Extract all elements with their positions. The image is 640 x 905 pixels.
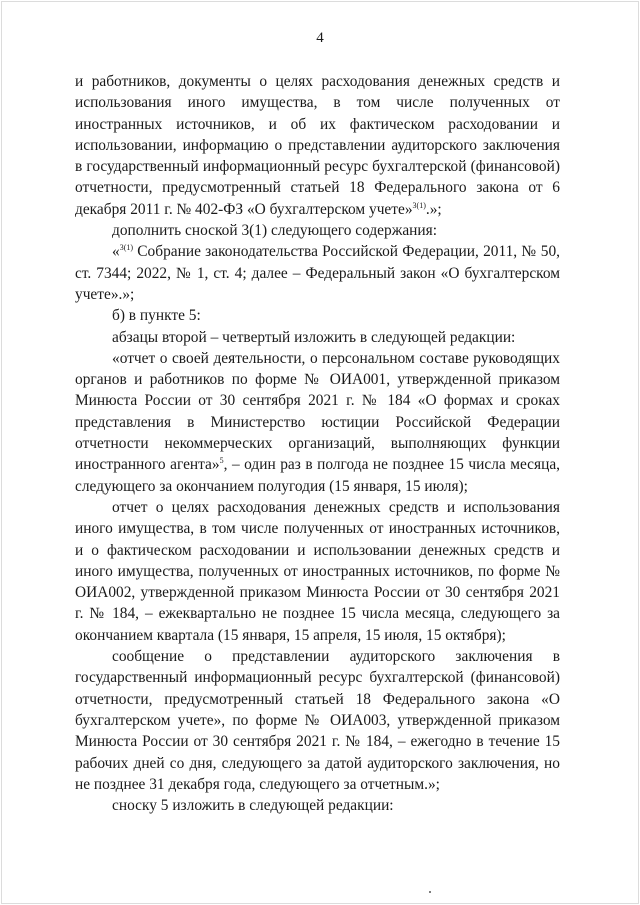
footnote-ref-5: 5: [219, 456, 224, 466]
paragraph-3: [75, 241, 560, 305]
paragraph-6: [75, 348, 560, 497]
paragraph-6-text: «отчет о своей деятельности, о персональном составе руководящих органов и работников по форме № ОИА001, утвержденной приказом Минюста России от 30 сентября 2021 г. № 184 «О формах и сроках представления в Министерство юстиции Российской Федерации отчетности некоммерческих организаций, выполняющих функции иностранного агента»: [75, 349, 560, 474]
paragraph-1-text: и работников, документы о целях расходования денежных средств и использования иного имущества, в том числе полученных от иностранных источников, и об их фактическом расходовании и использовании, информацию о представлении аудиторского заключения в государственный информационный ресурс бухгалтерской (финансовой) отчетности, предусмотренный статьей 18 Федерального закона от 6 декабря 2011 г. № 402-ФЗ «О бухгалтерском учете»: [75, 73, 560, 218]
footnote-ref-3-1: 3(1): [412, 200, 426, 210]
paragraph-7: отчет о целях расходования денежных средств и использования иного имущества, в том числе полученных от иностранных источников, и о фактическом расходовании и использовании денежных средств и иного имущества, полученных от иностранных источников, по форме № ОИА002, утвержденной приказом Минюста России от 30 сентября 2021 г. № 184, – ежеквартально не позднее 15 числа месяца, следующего за окончанием квартала (15 января, 15 апреля, 15 июля, 15 октября);: [75, 498, 560, 644]
paragraph-6-end: , – один раз в полгода не позднее 15 числа месяца, следующего за окончанием полугодия (15 января, 15 июля);: [75, 456, 561, 495]
paragraph-5: абзацы второй – четвертый изложить в следующей редакции:: [112, 328, 516, 346]
paragraph-1: [75, 71, 560, 220]
paragraph-4: б) в пункте 5:: [112, 307, 201, 325]
paragraph-2: дополнить сноской 3(1) следующего содержания:: [112, 222, 437, 240]
scan-artifact-dot: [429, 891, 431, 893]
paragraph-8: сообщение о представлении аудиторского заключения в государственный информационный ресурс бухгалтерской (финансовой) отчетности, предусмотренный статьей 18 Федерального закона «О бухгалтерском учете», по форме № ОИА003, утвержденной приказом Минюста России от 30 сентября 2021 г. № 184, – ежегодно в течение 15 рабочих дней со дня, следующего за датой аудиторского заключения, но не позднее 31 декабря года, следующего за отчетным.»;: [75, 648, 560, 793]
paragraph-9: сноску 5 изложить в следующей редакции:: [112, 797, 394, 815]
paragraph-3-text: Собрание законодательства Российской Федерации, 2011, № 50, ст. 7344; 2022, № 1, ст. 4; далее – Федеральный закон «О бухгалтерском учете».»;: [75, 243, 560, 303]
footnote-mark-3-1: 3(1): [119, 243, 134, 253]
paragraph-1-end: .»;: [425, 200, 442, 218]
page-number: 4: [316, 30, 324, 46]
document-body: [75, 71, 560, 816]
paragraph-3-quote: «: [112, 243, 120, 261]
